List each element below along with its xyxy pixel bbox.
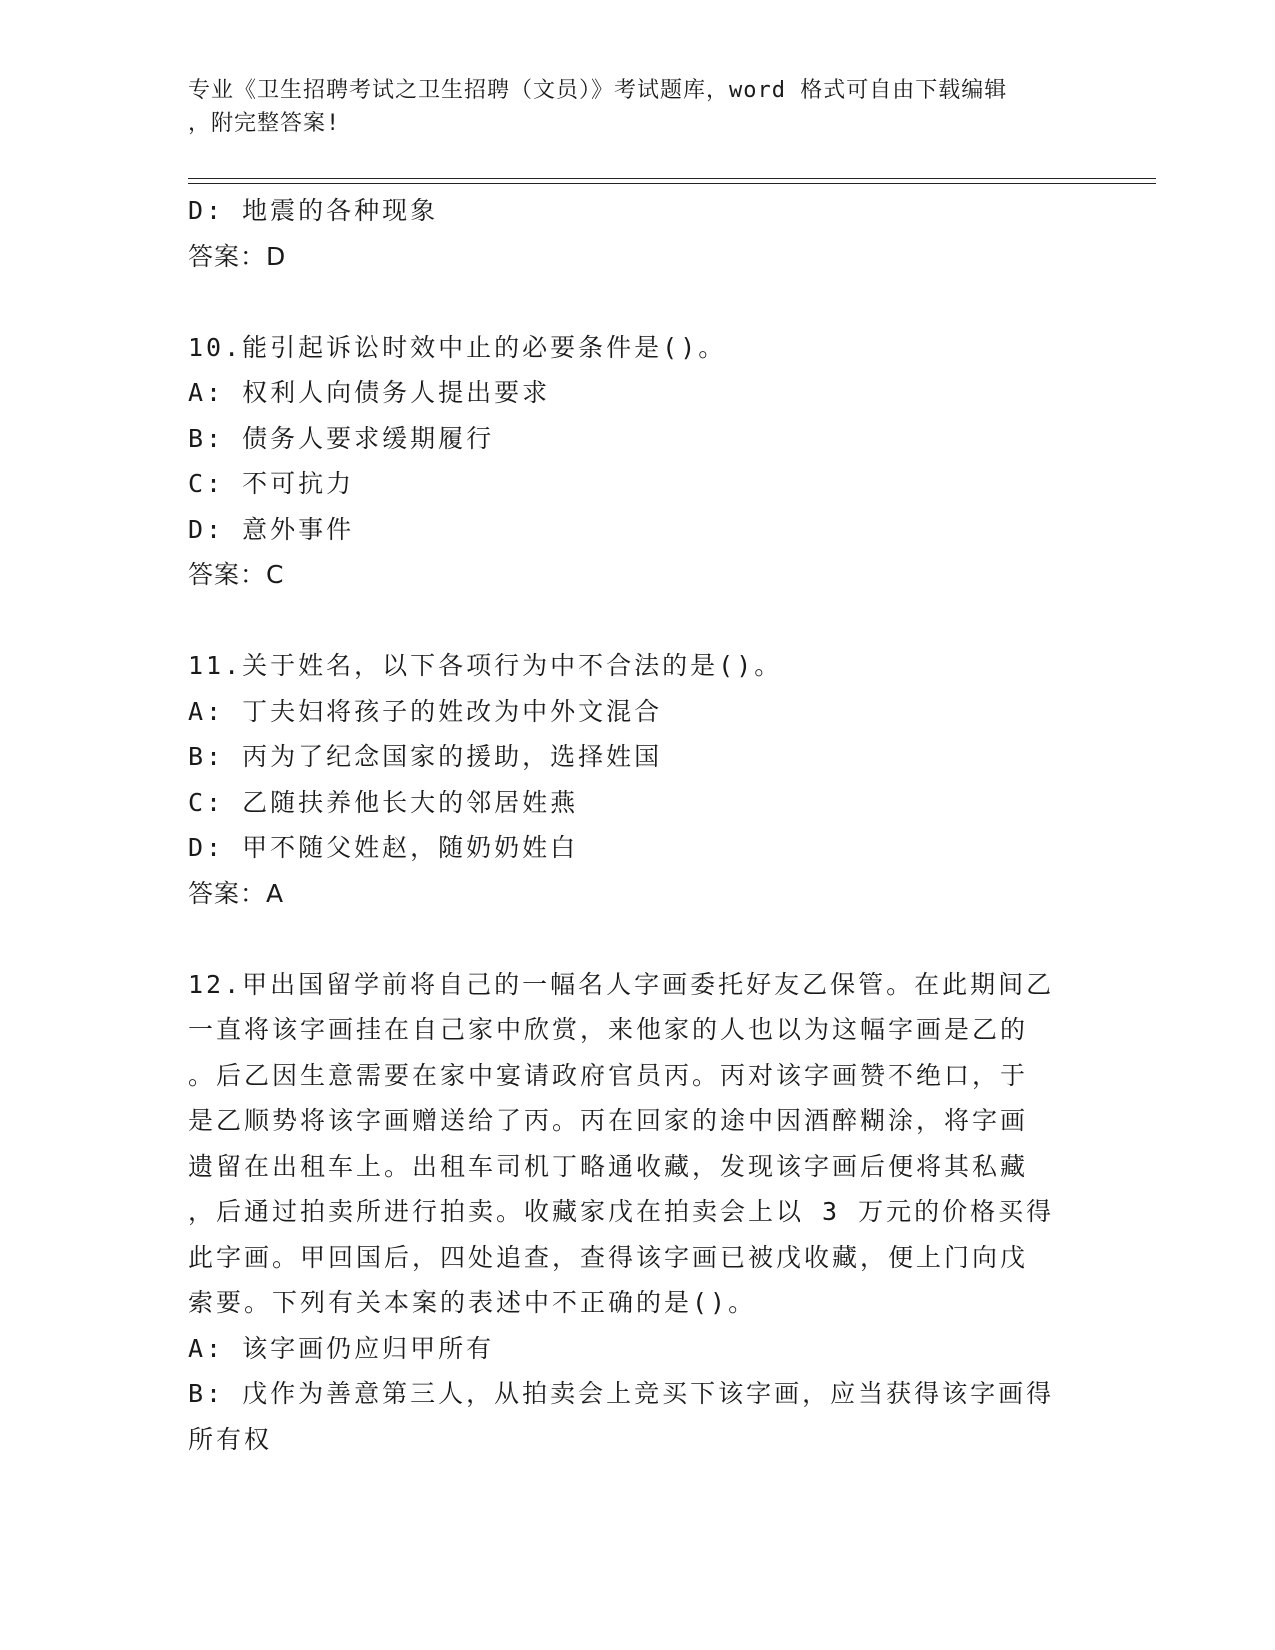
question-10 bbox=[188, 325, 1088, 598]
q10-option-d: D: 意外事件 bbox=[188, 514, 355, 544]
header-double-rule bbox=[188, 178, 1156, 184]
q10-option-b: B: 债务人要求缓期履行 bbox=[188, 423, 495, 453]
q12-stem-line: 。后乙因生意需要在家中宴请政府官员丙。丙对该字画赞不绝口，于 bbox=[188, 1060, 1029, 1090]
q12-stem-line: 遗留在出租车上。出租车司机丁略通收藏，发现该字画后便将其私藏 bbox=[188, 1151, 1029, 1181]
q12-stem-line: 索要。下列有关本案的表述中不正确的是()。 bbox=[188, 1288, 757, 1317]
document-header bbox=[188, 74, 1068, 140]
q9-answer: 答案：D bbox=[188, 241, 287, 271]
q11-option-a: A: 丁夫妇将孩子的姓改为中外文混合 bbox=[188, 696, 663, 726]
q12-option-b-continued: 所有权 bbox=[188, 1424, 273, 1454]
q10-option-a: A: 权利人向债务人提出要求 bbox=[188, 378, 551, 407]
q11-answer: 答案：A bbox=[188, 878, 285, 908]
q12-stem-line: 此字画。甲回国后，四处追查，查得该字画已被戊收藏，便上门向戊 bbox=[188, 1242, 1029, 1272]
q10-option-c: C: 不可抗力 bbox=[188, 469, 355, 498]
q9-option-d: D: 地震的各种现象 bbox=[188, 196, 439, 225]
question-content bbox=[188, 188, 1088, 1462]
q12-stem-line: ，后通过拍卖所进行拍卖。收藏家戊在拍卖会上以 3 万元的价格买得 bbox=[188, 1197, 1055, 1226]
q12-option-b: B: 戊作为善意第三人，从拍卖会上竞买下该字画，应当获得该字画得 bbox=[188, 1379, 1055, 1408]
q10-stem: 10.能引起诉讼时效中止的必要条件是()。 bbox=[188, 332, 727, 362]
q12-stem-line: 一直将该字画挂在自己家中欣赏，来他家的人也以为这幅字画是乙的 bbox=[188, 1015, 1029, 1044]
spacer bbox=[188, 279, 1088, 325]
q10-answer: 答案：C bbox=[188, 560, 285, 589]
spacer bbox=[188, 598, 1088, 644]
question-9-tail bbox=[188, 188, 1088, 279]
header-line-1: 专业《卫生招聘考试之卫生招聘（文员）》考试题库，word 格式可自由下载编辑 bbox=[188, 78, 1008, 103]
question-11 bbox=[188, 643, 1088, 916]
q11-option-b: B: 丙为了纪念国家的援助，选择姓国 bbox=[188, 742, 663, 771]
q11-option-c: C: 乙随扶养他长大的邻居姓燕 bbox=[188, 787, 579, 817]
q11-option-d: D: 甲不随父姓赵，随奶奶姓白 bbox=[188, 833, 579, 862]
q11-stem: 11.关于姓名，以下各项行为中不合法的是()。 bbox=[188, 651, 783, 680]
q12-stem-line: 是乙顺势将该字画赠送给了丙。丙在回家的途中因酒醉糊涂，将字画 bbox=[188, 1106, 1029, 1135]
q12-option-a: A: 该字画仍应归甲所有 bbox=[188, 1333, 495, 1363]
header-line-2: ，附完整答案! bbox=[188, 111, 341, 136]
spacer bbox=[188, 916, 1088, 962]
q12-stem-line: 12.甲出国留学前将自己的一幅名人字画委托好友乙保管。在此期间乙 bbox=[188, 969, 1055, 999]
question-12 bbox=[188, 962, 1088, 1463]
